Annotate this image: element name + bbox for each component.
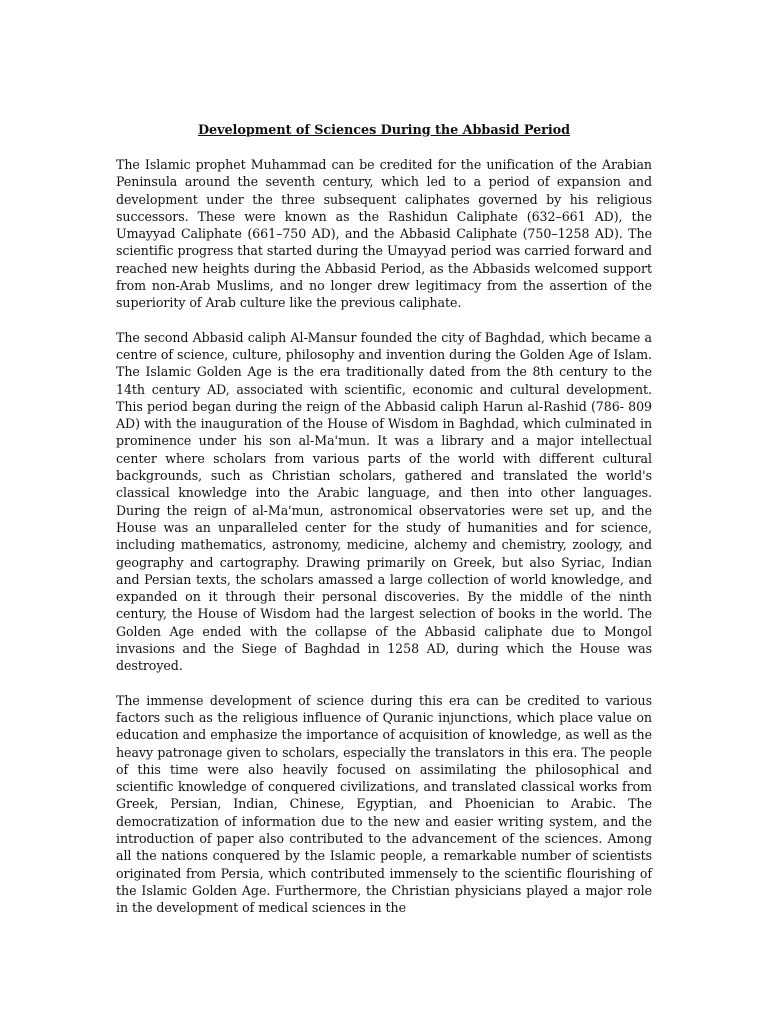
- paragraph-development-factors: The immense development of science during this era can be credited to various factors such as the religious influence of Quranic injunctions, which place value on education and emphasize the importance of acquisition of knowledge, as well as the heavy patronage given to scholars, especially the translators in this era. The people of this time were also heavily focused on assimilating the philosophical and scientific knowledge of conquered civilizations, and translated classical works from Greek, Persian, Indian, Chinese, Egyptian, and Phoenician to Arabic. The democratization of information due to the new and easier writing system, and the introduction of paper also contributed to the advancement of the sciences. Among all the nations conquered by the Islamic people, a remarkable number of scientists originated from Persia, which contributed immensely to the scientific flourishing of the Islamic Golden Age. Furthermore, the Christian physicians played a major role in the development of medical sciences in the: [116, 692, 652, 916]
- document-title: Development of Sciences During the Abbasid Period: [197, 123, 571, 138]
- paragraph-caliphates: The Islamic prophet Muhammad can be credited for the unification of the Arabian Peninsula around the seventh century, which led to a period of expansion and development under the three subsequent caliphates governed by his religious successors. These were known as the Rashidun Caliphate (632–661 AD), the Umayyad Caliphate (661–750 AD), and the Abbasid Caliphate (750–1258 AD). The scientific progress that started during the Umayyad period was carried forward and reached new heights during the Abbasid Period, as the Abbasids welcomed support from non-Arab Muslims, and no longer drew legitimacy from the assertion of the superiority of Arab culture like the previous caliphate.: [116, 157, 652, 311]
- paragraph-baghdad-golden-age: The second Abbasid caliph Al-Mansur founded the city of Baghdad, which became a centre of science, culture, philosophy and invention during the Golden Age of Islam. The Islamic Golden Age is the era traditionally dated from the 8th century to the 14th century AD, associated with scientific, economic and cultural development. This period began during the reign of the Abbasid caliph Harun al-Rashid (786- 809 AD) with the inauguration of the House of Wisdom in Baghdad, which culminated in prominence under his son al-Ma'mun. It was a library and a major intellectual center where scholars from various parts of the world with different cultural backgrounds, such as Christian scholars, gathered and translated the world's classical knowledge into the Arabic language, and then into other languages. During the reign of al-Ma'mun, astronomical observatories were set up, and the House was an unparalleled center for the study of humanities and for science, including mathematics, astronomy, medicine, alchemy and chemistry, zoology, and geography and cartography. Drawing primarily on Greek, but also Syriac, Indian and Persian texts, the scholars amassed a large collection of world knowledge, and expanded on it through their personal discoveries. By the middle of the ninth century, the House of Wisdom had the largest selection of books in the world. The Golden Age ended with the collapse of the Abbasid caliphate due to Mongol invasions and the Siege of Baghdad in 1258 AD, during which the House was destroyed.: [116, 329, 652, 674]
- document-body: [116, 122, 652, 916]
